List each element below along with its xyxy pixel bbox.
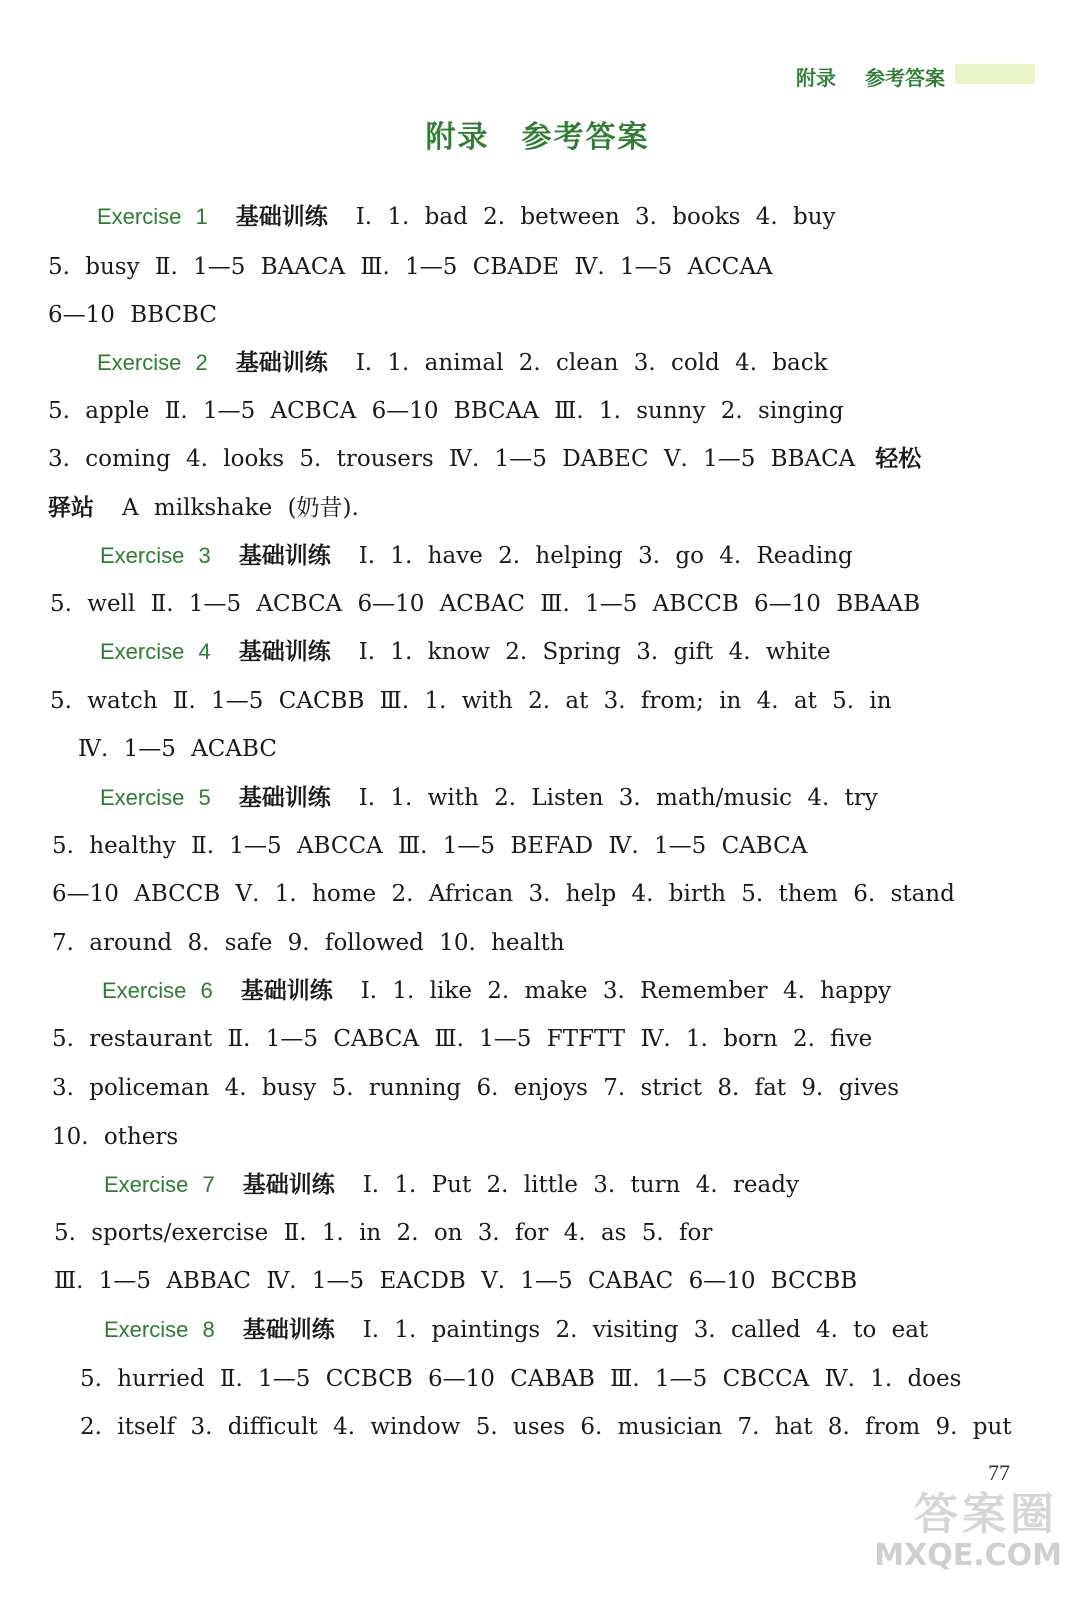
answer-text: 5. healthy Ⅱ. 1—5 ABCCA Ⅲ. 1—5 BEFAD Ⅳ. 1—5 CABCA [52,833,808,859]
exercise-label: Exercise 6 [102,978,213,1003]
watermark-text-top: 答案圈 [914,1489,1058,1540]
answer-line [48,252,773,282]
running-head-subtitle: 参考答案 [865,66,945,90]
section-tag: 驿站 [48,495,94,521]
answer-text: Ⅰ. 1. with 2. Listen 3. math/music 4. try [358,785,878,811]
answer-text: A milkshake (奶昔). [122,495,359,521]
answer-line [97,202,836,232]
exercise-label: Exercise 3 [100,543,211,568]
section-tag: 轻松 [875,446,922,472]
answer-line [48,396,844,426]
answer-line [50,686,892,716]
section-tag: 基础训练 [238,543,331,569]
answer-line [80,1412,1012,1442]
answer-line [52,1122,178,1152]
answer-line [52,928,565,958]
answer-line [50,589,920,619]
answer-line [52,1073,899,1103]
answer-line [52,831,807,861]
header-decoration-bar [955,64,1035,84]
answer-text: Ⅰ. 1. have 2. helping 3. go 4. Reading [358,543,853,569]
section-tag: 基础训练 [238,785,331,811]
page-title: 附录 参考答案 [425,120,650,155]
answer-text: Ⅳ. 1—5 ACABC [78,736,277,762]
running-head-section: 附录 [796,66,837,90]
watermark-text-bottom: MXQE.COM [874,1538,1062,1573]
answer-line [52,879,955,909]
answer-line [104,1315,928,1345]
answer-text: 5. sports/exercise Ⅱ. 1. in 2. on 3. for 4. as 5. for [54,1220,713,1246]
exercise-label: Exercise 7 [104,1172,215,1197]
answer-line [48,493,359,523]
answer-line [102,976,891,1006]
answer-text: 5. watch Ⅱ. 1—5 CACBB Ⅲ. 1. with 2. at 3. from; in 4. at 5. in [50,688,892,714]
watermark-logo [870,1478,1070,1596]
page-number: 77 [988,1460,1010,1485]
exercise-label: Exercise 8 [104,1317,215,1342]
answer-text: 5. restaurant Ⅱ. 1—5 CABCA Ⅲ. 1—5 FTFTT Ⅳ. 1. born 2. five [52,1026,873,1052]
answer-text: 3. coming 4. looks 5. trousers Ⅳ. 1—5 DABEC Ⅴ. 1—5 BBACA [48,446,856,472]
answer-line [100,637,831,667]
answer-line [48,444,921,474]
exercise-label: Exercise 2 [97,350,208,375]
answer-text: 6—10 ABCCB Ⅴ. 1. home 2. African 3. help 4. birth 5. them 6. stand [52,881,955,907]
answer-line [52,1024,872,1054]
answer-text: 2. itself 3. difficult 4. window 5. uses 6. musician 7. hat 8. from 9. put [80,1414,1012,1440]
section-tag: 基础训练 [242,1317,335,1343]
answer-line [100,783,878,813]
answer-text: 5. hurried Ⅱ. 1—5 CCBCB 6—10 CABAB Ⅲ. 1—5 CBCCA Ⅳ. 1. does [80,1366,962,1392]
answer-text: 6—10 BBCBC [48,302,217,328]
section-tag: 基础训练 [238,639,331,665]
answer-line [80,1364,961,1394]
answer-text: Ⅲ. 1—5 ABBAC Ⅳ. 1—5 EACDB Ⅴ. 1—5 CABAC 6—10 BCCBB [54,1268,858,1294]
answer-text: Ⅰ. 1. paintings 2. visiting 3. called 4. to eat [362,1317,929,1343]
answer-line [54,1218,712,1248]
answer-text: Ⅰ. 1. animal 2. clean 3. cold 4. back [355,350,828,376]
answer-text: 5. well Ⅱ. 1—5 ACBCA 6—10 ACBAC Ⅲ. 1—5 ABCCB 6—10 BBAAB [50,591,921,617]
answer-line [48,300,217,330]
section-tag: 基础训练 [235,350,328,376]
answer-text: Ⅰ. 1. like 2. make 3. Remember 4. happy [360,978,892,1004]
exercise-label: Exercise 4 [100,639,211,664]
answer-text: Ⅰ. 1. Put 2. little 3. turn 4. ready [362,1172,799,1198]
answer-text: 3. policeman 4. busy 5. running 6. enjoys 7. strict 8. fat 9. gives [52,1075,900,1101]
section-tag: 基础训练 [235,204,328,230]
answer-text: 5. apple Ⅱ. 1—5 ACBCA 6—10 BBCAA Ⅲ. 1. sunny 2. singing [48,398,844,424]
answer-text: Ⅰ. 1. bad 2. between 3. books 4. buy [355,204,836,230]
exercise-label: Exercise 1 [97,204,208,229]
answer-line [54,1266,857,1296]
answer-line [97,348,828,378]
section-tag: 基础训练 [242,1172,335,1198]
answer-text: 7. around 8. safe 9. followed 10. health [52,930,565,956]
exercise-label: Exercise 5 [100,785,211,810]
section-tag: 基础训练 [240,978,333,1004]
answer-text: Ⅰ. 1. know 2. Spring 3. gift 4. white [358,639,831,665]
answer-text: 5. busy Ⅱ. 1—5 BAACA Ⅲ. 1—5 CBADE Ⅳ. 1—5 ACCAA [48,254,773,280]
answer-line [100,541,853,571]
answer-line [78,734,277,764]
answer-line [104,1170,799,1200]
running-head [774,62,945,91]
answer-text: 10. others [52,1124,179,1150]
